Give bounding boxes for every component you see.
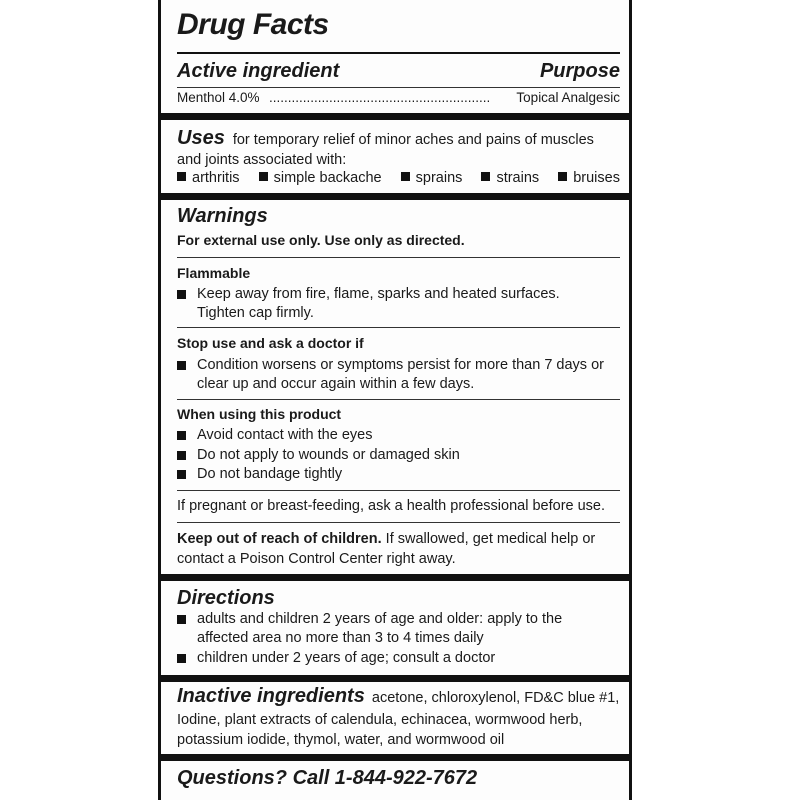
when-using-heading: When using this product bbox=[177, 406, 342, 422]
uses-text-line2: and joints associated with: bbox=[177, 152, 347, 168]
warnings-rule bbox=[177, 327, 620, 328]
section-divider bbox=[161, 113, 629, 120]
inactive-heading: Inactive ingredients bbox=[177, 685, 365, 707]
title-rule bbox=[177, 52, 620, 54]
directions-heading: Directions bbox=[177, 587, 275, 609]
uses-item: strains bbox=[481, 168, 539, 188]
uses-text-line1: for temporary relief of minor aches and pains of muscles bbox=[232, 132, 594, 148]
warnings-rule bbox=[177, 490, 620, 491]
active-ingredient-value: Menthol 4.0% bbox=[177, 90, 260, 105]
dot-leader: ........................................................... bbox=[269, 90, 491, 105]
uses-list bbox=[177, 168, 620, 188]
section-divider bbox=[161, 193, 629, 200]
inactive-text-line3: potassium iodide, thymol, water, and wormwood oil bbox=[177, 732, 505, 748]
section-divider bbox=[161, 754, 629, 761]
purpose-heading: Purpose bbox=[539, 60, 620, 82]
uses-item: arthritis bbox=[177, 168, 240, 188]
section-divider bbox=[161, 574, 629, 581]
active-ingredient-heading: Active ingredient bbox=[177, 60, 340, 82]
bullet-icon bbox=[177, 290, 186, 299]
uses-item: sprains bbox=[401, 168, 463, 188]
bullet-icon bbox=[481, 172, 490, 181]
warnings-rule bbox=[177, 257, 620, 258]
uses-item: bruises bbox=[558, 168, 620, 188]
bullet-icon bbox=[177, 361, 186, 370]
bullet-icon bbox=[177, 470, 186, 479]
keep-out-text-line2: contact a Poison Control Center right away. bbox=[177, 551, 456, 567]
bullet-icon bbox=[401, 172, 410, 181]
stop-use-heading: Stop use and ask a doctor if bbox=[177, 335, 364, 351]
bullet-icon bbox=[177, 615, 186, 624]
warnings-rule bbox=[177, 399, 620, 400]
keep-out-text: If swallowed, get medical help or bbox=[385, 531, 596, 547]
drug-facts-panel: Drug Facts Active ingredient Purpose Menthol 4.0% ........................................................... Topical Analgesic Uses for temporary relief of minor aches and pains of muscles and joints associated with: arthritis simple backache sprains strains bruises Warnings For external use only. Use only as directed. Flammable Keep away from fire, flame, sparks and heated surfaces. Tighten cap firmly. Stop use and ask a doctor if Condition worsens or symptoms persist for more than 7 days or clear up and occur again within a few days. When using this product Avoid contact with the eyes Do not apply to wounds or damaged skin Do not bandage tightly If pregnant or breast-feeding, ask a health professional before use. Keep out of reach of children. If swallowed, get medical help or contact a Poison Control Center right away. Directions adults and children 2 years of age and older: apply to the affected area no more than 3 to 4 times daily children under 2 years of age; consult a doctor Inactive ingredients acetone, chloroxylenol, FD&C blue #1, Iodine, plant extracts of calendula, echinacea, wormwood herb, potassium iodide, thymol, water, and wormwood oil Questions? Call 1-844-922-7672 bbox=[158, 0, 632, 800]
external-use-text: For external use only. Use only as directed. bbox=[177, 232, 465, 248]
warnings-rule bbox=[177, 522, 620, 523]
bullet-icon bbox=[177, 451, 186, 460]
uses-heading: Uses bbox=[177, 127, 225, 149]
pregnant-warning: If pregnant or breast-feeding, ask a health professional before use. bbox=[177, 498, 606, 514]
purpose-value: Topical Analgesic bbox=[516, 90, 620, 105]
keep-out-heading: Keep out of reach of children. bbox=[177, 531, 382, 547]
inactive-text-line2: Iodine, plant extracts of calendula, echinacea, wormwood herb, bbox=[177, 712, 583, 728]
bullet-icon bbox=[177, 431, 186, 440]
bullet-icon bbox=[177, 654, 186, 663]
bullet-icon bbox=[177, 172, 186, 181]
flammable-heading: Flammable bbox=[177, 265, 251, 281]
inactive-text-line1: acetone, chloroxylenol, FD&C blue #1, bbox=[371, 690, 620, 706]
bullet-icon bbox=[259, 172, 268, 181]
questions-line: Questions? Call 1-844-922-7672 bbox=[177, 767, 478, 789]
section-divider bbox=[161, 675, 629, 682]
uses-item: simple backache bbox=[259, 168, 382, 188]
bullet-icon bbox=[558, 172, 567, 181]
page-title: Drug Facts bbox=[177, 8, 329, 41]
warnings-heading: Warnings bbox=[177, 205, 268, 227]
